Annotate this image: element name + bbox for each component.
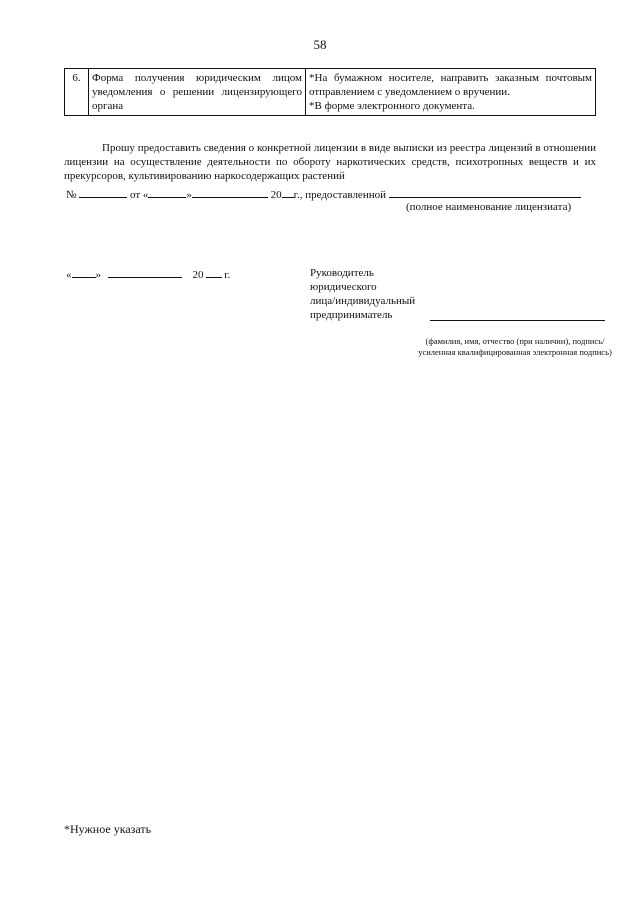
license-year-field[interactable] (282, 186, 294, 198)
license-day-field[interactable] (148, 186, 186, 198)
date-year-prefix: 20 (192, 269, 204, 281)
row-label: Форма получения юридическим лицом уведомления о решении лицензирующего органа (89, 69, 306, 116)
year-suffix: г., предоставленной (293, 189, 386, 201)
signer-line-3: лица/индивидуальный (310, 295, 416, 307)
from-label: от « (130, 189, 149, 201)
signer-line-4: предприниматель (310, 309, 393, 321)
date-line (66, 266, 230, 282)
table-row (65, 69, 596, 116)
signer-title (310, 266, 415, 322)
row-number: 6. (65, 69, 89, 116)
request-paragraph (64, 141, 596, 183)
license-number-field[interactable] (79, 186, 127, 198)
signature-caption: (фамилия, имя, отчество (при наличии), подпись/ усиленная квалифицированная электронная подпись) (418, 336, 612, 357)
number-label: № (66, 189, 77, 201)
signer-line-2: юридического (310, 281, 377, 293)
date-day-field[interactable] (72, 266, 96, 278)
option-electronic[interactable]: *В форме электронного документа. (309, 100, 475, 112)
licensee-name-field[interactable] (389, 186, 581, 198)
page-number: 58 (313, 37, 327, 52)
signer-line-1: Руководитель (310, 267, 374, 279)
date-close-quote: » (95, 269, 101, 281)
license-month-field[interactable] (192, 186, 268, 198)
signature-line[interactable] (430, 320, 605, 321)
date-year-field[interactable] (206, 266, 222, 278)
date-year-suffix: г. (224, 269, 231, 281)
quote-close: » (186, 189, 192, 201)
licence-form-table (64, 68, 596, 116)
licensee-caption: (полное наименование лицензиата) (406, 201, 572, 213)
row-options (306, 69, 596, 116)
year-prefix: 20 (270, 189, 282, 201)
request-text: Прошу предоставить сведения о конкретной лицензии в виде выписки из реестра лицензий в отношении лицензии на осуществление деятельности по обороту наркотических средств, психотропных веществ и их прекурсоров, культивированию наркосодержащих растений (64, 142, 596, 182)
footnote: *Нужное указать (64, 822, 152, 836)
date-month-field[interactable] (108, 266, 182, 278)
date-open-quote: « (66, 269, 72, 281)
option-paper[interactable]: *На бумажном носителе, направить заказным почтовым отправлением с уведомлением о вручении. (309, 72, 592, 98)
